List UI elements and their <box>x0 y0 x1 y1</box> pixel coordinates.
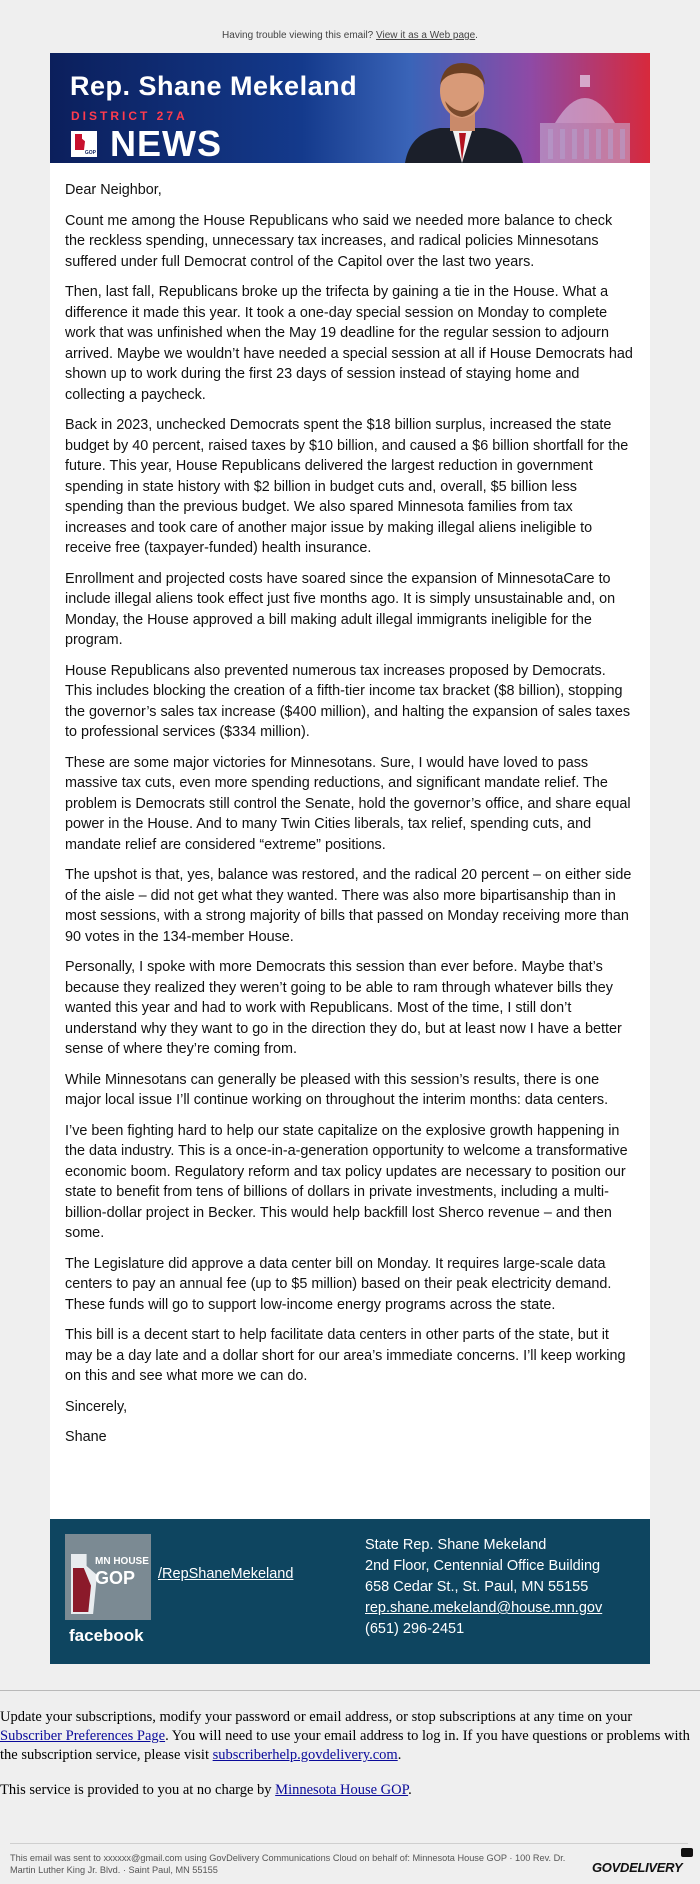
contact-phone: (651) 296-2451 <box>365 1621 465 1637</box>
paragraph: Personally, I spoke with more Democrats this session than ever before. Maybe that’s because they realized they weren’t going to be able to ram through whatever bills they wanted this year and had to work with Republicans. Most of the time, I still don’t understand why they want to go in the direction they do, but at least now I have a better sense of where they’re coming from. <box>65 959 622 1057</box>
contact-info <box>365 1535 602 1640</box>
contact-footer <box>50 1519 650 1664</box>
contact-title: State Rep. Shane Mekeland <box>365 1537 547 1553</box>
logo-mn-house: MN HOUSE <box>95 1556 149 1567</box>
paragraph: While Minnesotans can generally be pleased with this session’s results, there is one major local issue I’ll continue working on throughout the interim months: data centers. <box>65 1071 609 1108</box>
paragraph: This bill is a decent start to help facilitate data centers in other parts of the state, but it may be a day late and a dollar short for our area’s immediate concerns. I’ll keep working on this and see what more we can do. <box>65 1327 626 1384</box>
paragraph: Enrollment and projected costs have soared since the expansion of MinnesotaCare to include illegal aliens took effect just five months ago. It is simply unsustainable and, on Monday, the House approved a bill making adult illegal immigrants ineligible for the program. <box>65 570 616 648</box>
logo-label: GOP <box>84 150 96 156</box>
contact-address: 658 Cedar St., St. Paul, MN 55155 <box>365 1579 589 1595</box>
mn-gop-logo-icon <box>71 131 97 157</box>
paragraph: These are some major victories for Minnesotans. Sure, I would have loved to pass massive tax cuts, even more spending reductions, and significant mandate relief. The problem is Democrats still control the Senate, hold the governor’s office, and share equal power in the House. And to many Twin Cities liberals, tax relief, spending cuts, and mandate relief are considered “extreme” positions. <box>65 754 631 853</box>
facebook-label[interactable]: facebook <box>69 1626 144 1645</box>
contact-email-link[interactable]: rep.shane.mekeland@house.mn.gov <box>365 1600 603 1616</box>
closing: Sincerely, <box>65 1398 128 1415</box>
view-web-page-link[interactable]: View it as a Web page <box>376 30 476 41</box>
letter-body <box>50 163 650 1519</box>
logo-gop: GOP <box>95 1568 136 1588</box>
paragraph: Count me among the House Republicans who said we needed more balance to check the reckless spending, unnecessary tax increases, and radical policies Minnesotans suffered under full Democrat control of the Capitol over the last two years. <box>65 212 613 270</box>
subscription-notice: Update your subscriptions, modify your password or email address, or stop subscriptions at any time on your Subscriber Preferences Page. You will need to use your email address to log in. If you have questions or problems with the subscription service, please visit subscriberhelp.govdelivery.com. This service is provided to you at no charge by Minnesota House GOP. <box>0 1709 690 1798</box>
subscriber-help-link[interactable]: subscriberhelp.govdelivery.com <box>212 1747 398 1763</box>
paragraph: I’ve been fighting hard to help our state capitalize on the explosive growth happening in the data industry. This is a once-in-a-generation opportunity to welcome a transformative economic boom. Regulatory reform and tax policy updates are necessary to position our state to benefit from tens of billions of dollars in private investments, including a multi-billion-dollar project in Becker. This would help backfill lost Sherco revenue – and then some. <box>65 1122 628 1241</box>
paragraph: The Legislature did approve a data center bill on Monday. It requires large-scale data centers to pay an annual fee (up to $5 million) based on their peak electricity demand. These funds will go to support low-income energy programs across the state. <box>65 1255 612 1313</box>
capitol-dome-image <box>520 53 650 163</box>
minnesota-house-gop-link[interactable]: Minnesota House GOP <box>275 1782 409 1798</box>
divider <box>0 1690 700 1691</box>
paragraph: House Republicans also prevented numerous tax increases proposed by Democrats. This includes blocking the creation of a fifth-tier income tax bracket ($8 billion), stopping the governor’s sales tax increase ($400 million), and halting the expansion of sales taxes to professional services ($334 million). <box>65 662 631 740</box>
govdelivery-logo[interactable]: GOVDELIVERY <box>592 1860 683 1875</box>
banner-district: DISTRICT 27A <box>71 109 188 123</box>
banner-news: NEWS <box>110 123 222 163</box>
banner-name: Rep. Shane Mekeland <box>70 71 358 101</box>
facebook-handle-link[interactable]: /RepShaneMekeland <box>158 1566 294 1582</box>
legal-text: This email was sent to xxxxxx@gmail.com using GovDelivery Communications Cloud on behalf of: Minnesota House GOP · 100 Rev. Dr. Martin Luther King Jr. Blvd. · Saint Paul, MN 55155 <box>10 1853 566 1875</box>
greeting: Dear Neighbor, <box>65 182 162 198</box>
paragraph: Then, last fall, Republicans broke up the trifecta by gaining a tie in the House. What a difference it made this year. It took a one-day special session on Monday to complete work that was unfinished when the May 19 deadline for the regular session to adjourn arrived. Maybe we wouldn’t have needed a special session at all if House Democrats had shown up to work during the first 23 days of session instead of staying home and collecting a paycheck. <box>65 284 633 403</box>
mn-house-gop-logo-icon[interactable] <box>65 1534 151 1620</box>
envelope-icon <box>681 1848 693 1857</box>
representative-photo <box>395 53 530 163</box>
preheader-text: Having trouble viewing this email? <box>222 30 374 41</box>
header-banner <box>50 53 650 163</box>
subscriber-preferences-link[interactable]: Subscriber Preferences Page <box>0 1728 166 1744</box>
paragraph: Back in 2023, unchecked Democrats spent the $18 billion surplus, increased the state budget by 40 percent, raised taxes by $10 billion, and caused a $6 billion shortfall for the future. This year, House Republicans delivered the largest reduction in government spending in state history with $2 billion in budget cuts and, overall, $5 billion less spending than the previous budget. We also spared Minnesota families from tax increases and took care of another major issue by making illegal aliens ineligible to receive free (taxpayer-funded) health insurance. <box>65 417 629 556</box>
signature: Shane <box>65 1429 107 1445</box>
preheader: Having trouble viewing this email? View it as a Web page. <box>222 30 478 41</box>
paragraph: The upshot is that, yes, balance was restored, and the radical 20 percent – on either side of the aisle – did not get what they wanted. There was also more bipartisanship than in most sessions, with a strong majority of bills that passed on Monday receiving more than 90 votes in the 134-member House. <box>65 867 632 945</box>
divider <box>10 1843 688 1844</box>
contact-office: 2nd Floor, Centennial Office Building <box>365 1558 601 1574</box>
